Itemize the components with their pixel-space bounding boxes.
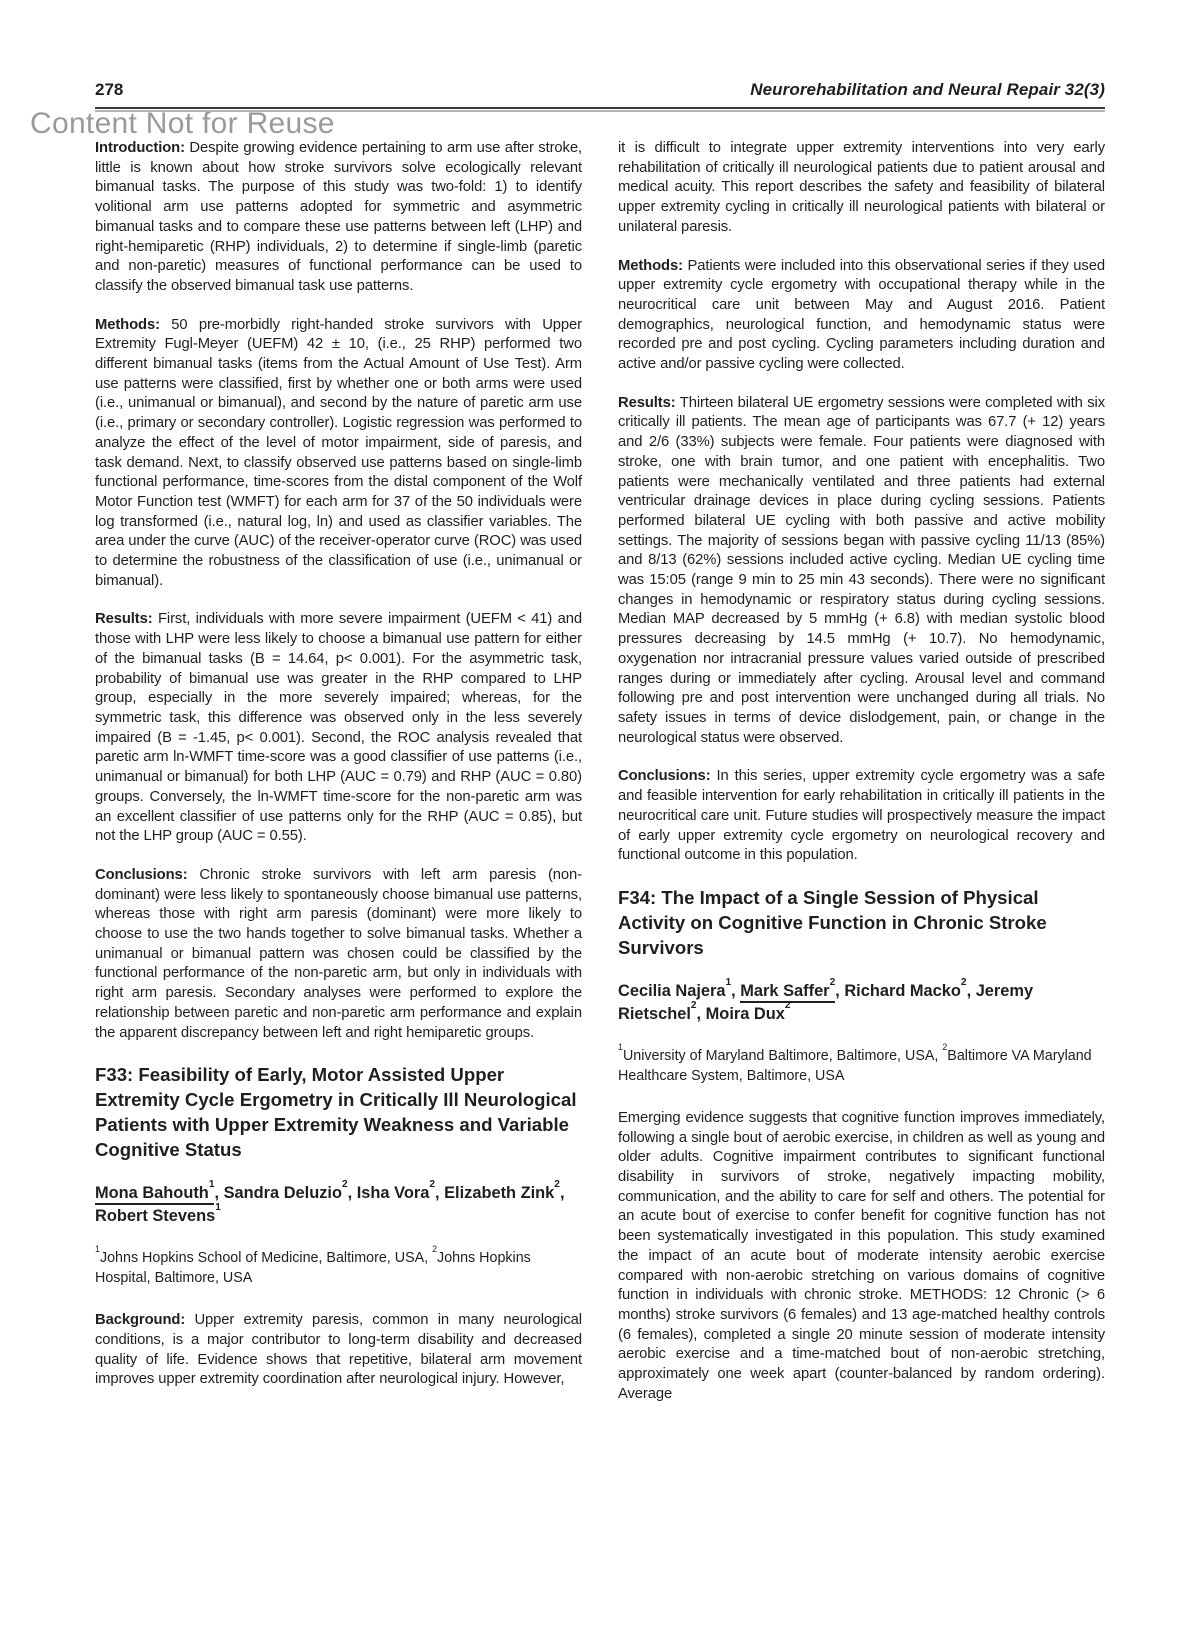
right-column — [618, 139, 1105, 1423]
running-head — [95, 80, 1105, 100]
abstract-f33-authors: Mona Bahouth$^1$, Sandra Deluzio$^2$, Isha Vora$^2$, Elizabeth Zink$^2$, Robert Stevens$^1$ — [95, 1179, 565, 1226]
author-name: Richard Macko$^2$ — [844, 976, 967, 1000]
abstract-paragraph: Emerging evidence suggests that cognitive function improves immediately, following a single bout of aerobic exercise, in children as well as young and older adults. Cognitive impairment contributes to significant functional disability in survivors of stroke, negatively impacting mobility, communication, and the ability to care for self and others. The potential for an acute bout of exercise to confer benefit for cognitive function has not been systematically investigated in this population. This study examined the impact of an acute bout of moderate intensity aerobic exercise compared with non-aerobic stretching on various domains of cognitive function in individuals with chronic stroke. METHODS: 12 Chronic (> 6 months) stroke survivors (6 females) and 13 age-matched healthy controls (6 females), completed a single 20 minute session of moderate intensity aerobic exercise and a time-matched bout of non-aerobic stretching, approximately one week apart (counter-balanced by random ordering). Average — [618, 1109, 1105, 1402]
abstract-paragraph: Conclusions: In this series, upper extremity cycle ergometry was a safe and feasible intervention for early rehabilitation in critically ill patients in the neurocritical care unit. Future studies will prospectively measure the impact of early upper extremity cycle ergometry on neurological recovery and functional outcome in this population. — [618, 768, 1106, 864]
author-name: Cecilia Najera$^1$ — [618, 976, 732, 1000]
author-name: Robert Stevens$^1$ — [95, 1202, 221, 1226]
abstract-paragraph: Results: First, individuals with more severe impairment (UEFM < 41) and those with LHP were less likely to choose a bimanual use pattern for either of the bimanual tasks (B = 14.64, p< 0.001). For the asymmetric task, probability of bimanual use was greater in the RHP compared to LHP group, especially in the more severely impaired; whereas, for the symmetric task, this difference was observed only in the less severely impaired (B = -1.45, p< 0.001). Second, the ROC analysis revealed that paretic arm ln-WMFT time-score was a good classifier of use patterns (i.e., unimanual or bimanual) for both LHP (AUC = 0.79) and RHP (AUC = 0.80) groups. Conversely, the ln-WMFT time-score for the non-paretic arm was an excellent classifier of use patterns only for the RHP (AUC = 0.85), but not the LHP group (AUC = 0.55). — [95, 611, 582, 845]
abstract-paragraph: Background: Upper extremity paresis, common in many neurological conditions, is a major contributor to long-term disability and decreased quality of life. Evidence shows that repetitive, bilateral arm movement improves upper extremity coordination after neurological injury. However, — [95, 1312, 582, 1388]
author-name: Mona Bahouth$^1$ — [95, 1184, 214, 1205]
two-column-layout — [95, 139, 1105, 1423]
journal-page — [0, 80, 1200, 1638]
affiliation-marker: 2 — [784, 999, 791, 1011]
affiliation-marker: 2 — [690, 999, 697, 1011]
abstract-f34-title: F34: The Impact of a Single Session of Physical Activity on Cognitive Function in Chronic Stroke Survivors — [618, 886, 1047, 958]
section-label: Methods: — [618, 257, 683, 274]
continued-abstract-body — [95, 139, 582, 1043]
abstract-f33-affiliations: $^1$Johns Hopkins School of Medicine, Baltimore, USA, $^2$Johns Hopkins Hospital, Baltimore, USA — [95, 1244, 531, 1287]
affiliation-marker: 2 — [341, 1179, 348, 1191]
affiliation-marker: 1 — [208, 1179, 215, 1191]
affiliation-marker: 2 — [829, 976, 836, 988]
affiliation-marker: 2 — [942, 1042, 948, 1053]
section-label: Methods: — [95, 316, 160, 333]
abstract-paragraph: it is difficult to integrate upper extremity interventions into very early rehabilitation of critically ill neurological patients due to patient arousal and medical acuity. This report describes the safety and feasibility of bilateral upper extremity cycling in critically ill neurological patients with bilateral or unilateral paresis. — [618, 140, 1105, 235]
journal-title: Neurorehabilitation and Neural Repair 32(3) — [750, 80, 1105, 99]
section-label: Background: — [95, 1312, 186, 1329]
page-header — [95, 80, 1105, 109]
section-label: Results: — [95, 611, 153, 628]
author-name: Moira Dux$^2$ — [705, 999, 791, 1023]
abstract-f34-authors: Cecilia Najera$^1$, Mark Saffer$^2$, Richard Macko$^2$, Jeremy Rietschel$^2$, Moira Dux$^2$ — [618, 976, 1034, 1023]
abstract-f34-body — [618, 1109, 1105, 1405]
affiliation-marker: 1 — [95, 1244, 100, 1255]
abstract-f33-body-continued — [618, 139, 1105, 866]
abstract-paragraph: Conclusions: Chronic stroke survivors with left arm paresis (non-dominant) were less likely to spontaneously choose bimanual use patterns, whereas those with right arm paresis (dominant) were more likely to choose to use the two hands together to solve bimanual tasks. Whether a unimanual or bimanual pattern was chosen could be classified by the functional performance of the non-paretic arm, but only in individuals with right arm paresis. Secondary analyses were performed to explore the relationship between paretic and non-paretic arm performance and explain the apparent discrepancy between left and right hemiparetic groups. — [95, 866, 582, 1041]
section-label: Conclusions: — [95, 866, 188, 883]
affiliation-marker: 2 — [554, 1179, 560, 1191]
abstract-paragraph: Methods: 50 pre-morbidly right-handed stroke survivors with Upper Extremity Fugl-Meyer (UEFM) 42 ± 10, (i.e., 25 RHP) performed two different bimanual tasks (items from the Actual Amount of Use Test). Arm use patterns were classified, first by whether one or both arms were used (i.e., unimanual or bimanual), and second by the nature of paretic arm use (i.e., primary or secondary controller). Logistic regression was performed to analyze the effect of the level of motor impairment, side of paresis, and task demand. Next, to classify observed use patterns based on single-limb functional performance, time-scores from the distal component of the Wolf Motor Function test (WMFT) for each arm for 37 of the 50 individuals were log transformed (i.e., natural log, ln) and used as classifier variables. The area under the curve (AUC) of the receiver-operator curve (ROC) was used to determine the robustness of the classification of use (i.e., unimanual or bimanual). — [95, 316, 582, 589]
affiliation-marker: 2 — [429, 1179, 435, 1191]
author-name: Sandra Deluzio$^2$ — [223, 1179, 348, 1203]
abstract-paragraph: Introduction: Despite growing evidence pertaining to arm use after stroke, little is known about how stroke survivors solve ecologically relevant bimanual tasks. The purpose of this study was two-fold: 1) to identify volitional arm use patterns adopted for symmetric and asymmetric bimanual tasks and to compare these use patterns between left (LHP) and right-hemiparetic (RHP) individuals, 2) to determine if single-limb (paretic and non-paretic) measures of functional performance can be used to classify the observed bimanual task use patterns. — [95, 140, 582, 294]
affiliation-marker: 2 — [960, 976, 967, 988]
watermark-text: Content Not for Reuse — [30, 107, 335, 140]
affiliation-marker: 1 — [618, 1042, 623, 1053]
section-label: Results: — [618, 394, 676, 411]
abstract-f33-title: F33: Feasibility of Early, Motor Assisted Upper Extremity Cycle Ergometry in Critically Ill Neurological Patients with Upper Extremity Weakness and Variable Cognitive Status — [95, 1064, 577, 1161]
affiliation-marker: 1 — [215, 1202, 221, 1214]
abstract-paragraph: Methods: Patients were included into this observational series if they used upper extremity cycle ergometry with occupational therapy while in the neurocritical care unit between May and August 2016. Patient demographics, neurological function, and hemodynamic status were recorded pre and post cycling. Cycling parameters including duration and active and/or passive cycling were collected. — [618, 257, 1105, 373]
abstract-f34-affiliations: $^1$University of Maryland Baltimore, Baltimore, USA, $^2$Baltimore VA Maryland Healthcare System, Baltimore, USA — [618, 1042, 1092, 1084]
affiliation-marker: 2 — [432, 1244, 438, 1255]
left-column — [95, 139, 582, 1423]
abstract-paragraph: Results: Thirteen bilateral UE ergometry sessions were completed with six critically ill patients. The mean age of participants was 67.7 (+ 12) years and 2/6 (33%) subjects were female. Four patients were diagnosed with stroke, one with brain tumor, and one patient with encephalitis. Two patients were mechanically ventilated and three patients had external ventricular drainage devices in place during cycling sessions. Patients performed bilateral UE cycling with both passive and active mobility settings. The majority of sessions began with passive cycling 11/13 (85%) and 8/13 (62%) sessions included active cycling. Median UE cycling time was 15:05 (range 9 min to 25 min 43 seconds). There were no significant changes in hemodynamic or respiratory status during cycling sessions. Median MAP decreased by 5 mmHg (+ 6.8) with median systolic blood pressures decreasing by 14.5 mmHg (+ 10.7). No hemodynamic, oxygenation nor intracranial pressure values varied outside of prescribed ranges during or immediately after cycling. Arousal level and command following pre and post intervention were unchanged during all trials. No safety issues in terms of device dislodgement, pain, or change in the neurological status were observed. — [618, 394, 1106, 746]
affiliation-marker: 1 — [725, 976, 732, 988]
section-label: Introduction: — [95, 140, 185, 156]
abstract-f33-body — [95, 1311, 582, 1390]
author-name: Mark Saffer$^2$ — [740, 982, 835, 1003]
section-label: Conclusions: — [618, 768, 711, 785]
page-number: 278 — [95, 80, 124, 99]
author-name: Isha Vora$^2$ — [356, 1179, 435, 1203]
author-name: Elizabeth Zink$^2$ — [444, 1179, 560, 1203]
author-name: Jeremy Rietschel$^2$ — [618, 981, 1034, 1023]
